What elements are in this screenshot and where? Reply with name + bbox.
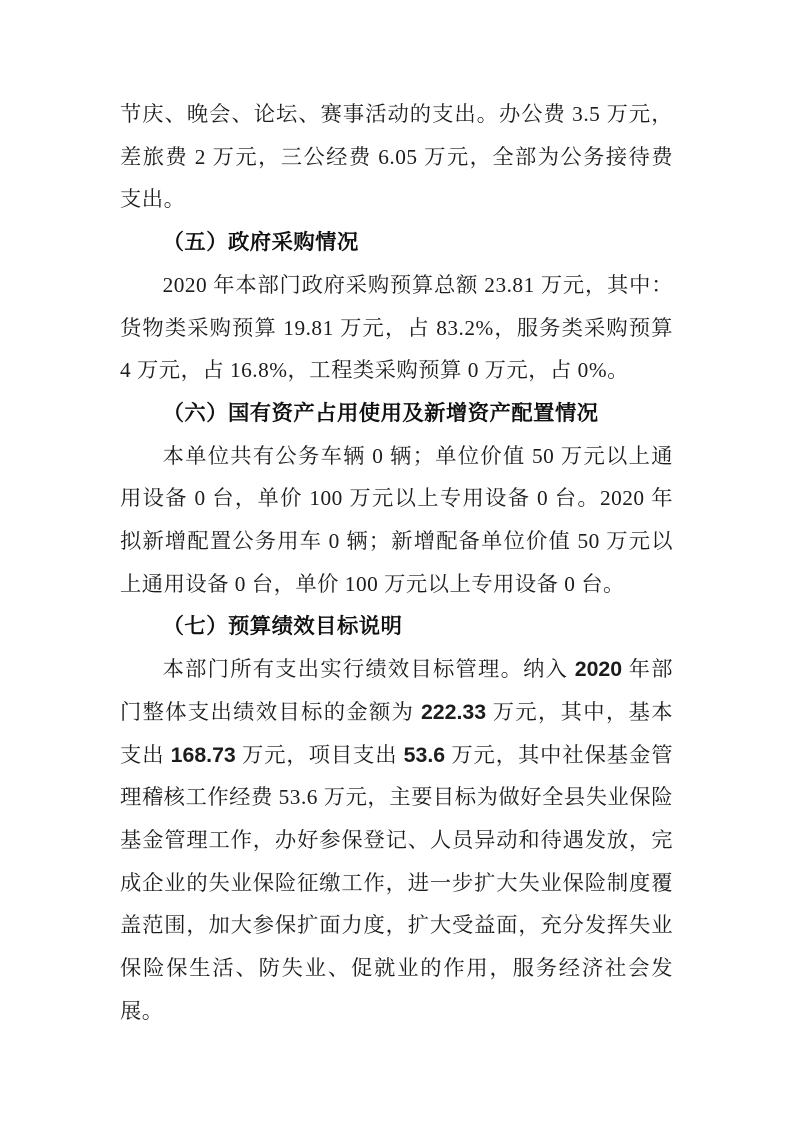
text-segment: 万元，项目支出: [235, 742, 404, 767]
text-segment-basic-expense-number: 168.73: [170, 742, 236, 767]
heading-section-5-government-procurement: （五）政府采购情况: [162, 230, 359, 255]
paragraph-procurement-budget: 2020 年本部门政府采购预算总额 23.81 万元，其中：货物类采购预算 19.81 万元，占 83.2%，服务类采购预算 4 万元，占 16.8%，工程类采购预算 0 万元，占 0%。: [120, 272, 673, 383]
text-segment-total-amount-number: 222.33: [420, 699, 487, 724]
text-segment: 万元，其中，基本支出: [120, 699, 674, 767]
text-segment-year-number: 2020: [574, 657, 623, 682]
text-segment-project-expense-number: 53.6: [403, 742, 446, 767]
paragraph-official-expense-detail: 节庆、晚会、论坛、赛事活动的支出。办公费 3.5 万元，差旅费 2 万元，三公经费 6.05 万元，全部为公务接待费支出。: [120, 102, 673, 212]
text-segment: 万元，其中社保基金管理稽核工作经费 53.6 万元，主要目标为做好全县失业保险基金管理工作，办好参保登记、人员异动和待遇发放，完成企业的失业保险征缴工作，进一步扩大失业保险制度覆盖范围，加大参保扩面力度，扩大受益面，充分发挥失业保险保生活、防失业、促就业的作用，服务经济社会发展。: [120, 742, 673, 1023]
heading-section-7-performance-targets: （七）预算绩效目标说明: [162, 614, 403, 639]
text-segment: 年部门整体支出绩效目标的金额为: [120, 657, 673, 724]
paragraph-state-assets-usage: 本单位共有公务车辆 0 辆；单位价值 50 万元以上通用设备 0 台，单价 100 万元以上专用设备 0 台。2020 年拟新增配置公务用车 0 辆；新增配备单位价值 50 万元以上通用设备 0 台，单价 100 万元以上专用设备 0 台。: [120, 443, 673, 596]
page-content: [120, 93, 673, 1032]
paragraph-performance-targets: [120, 648, 673, 1032]
heading-section-6-state-assets: （六）国有资产占用使用及新增资产配置情况: [162, 400, 599, 425]
text-segment: 本部门所有支出实行绩效目标管理。纳入: [162, 657, 575, 682]
